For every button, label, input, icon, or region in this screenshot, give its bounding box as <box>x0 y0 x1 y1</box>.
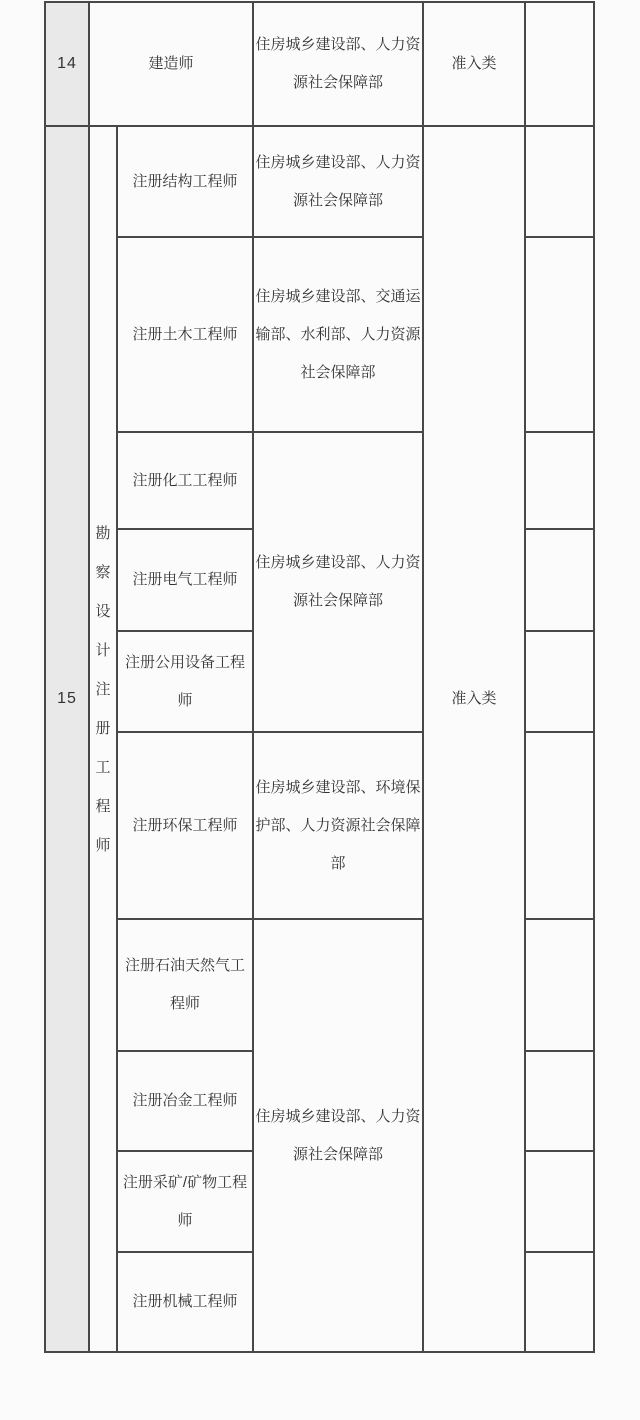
department-cell: 住房城乡建设部、人力资源社会保障部 <box>253 919 423 1352</box>
profession-cell: 注册采矿/矿物工程师 <box>117 1151 253 1252</box>
group-label-cell <box>89 126 117 1352</box>
profession-cell: 注册土木工程师 <box>117 237 253 432</box>
empty-cell <box>525 1051 594 1151</box>
table-row-15-1 <box>45 126 594 237</box>
empty-cell <box>525 1151 594 1252</box>
empty-cell <box>525 1252 594 1352</box>
profession-cell: 注册公用设备工程师 <box>117 631 253 732</box>
profession-cell: 注册环保工程师 <box>117 732 253 919</box>
profession-cell: 注册结构工程师 <box>117 126 253 237</box>
department-cell: 住房城乡建设部、人力资源社会保障部 <box>253 126 423 237</box>
table-row-14 <box>45 2 594 126</box>
profession-cell: 注册机械工程师 <box>117 1252 253 1352</box>
profession-cell: 注册冶金工程师 <box>117 1051 253 1151</box>
category-cell: 准入类 <box>423 126 525 1352</box>
profession-cell: 注册石油天然气工程师 <box>117 919 253 1051</box>
row-number-cell: 14 <box>45 2 89 126</box>
category-cell: 准入类 <box>423 2 525 126</box>
department-cell: 住房城乡建设部、人力资源社会保障部 <box>253 432 423 732</box>
row-number-cell: 15 <box>45 126 89 1352</box>
qualification-table <box>44 1 595 1353</box>
empty-cell <box>525 432 594 529</box>
empty-cell <box>525 919 594 1051</box>
empty-cell <box>525 631 594 732</box>
empty-cell <box>525 529 594 631</box>
empty-cell <box>525 2 594 126</box>
department-cell: 住房城乡建设部、交通运输部、水利部、人力资源社会保障部 <box>253 237 423 432</box>
department-cell: 住房城乡建设部、人力资源社会保障部 <box>253 2 423 126</box>
empty-cell <box>525 732 594 919</box>
department-cell: 住房城乡建设部、环境保护部、人力资源社会保障部 <box>253 732 423 919</box>
empty-cell <box>525 126 594 237</box>
group-label: 勘察设计注册工程师 <box>95 524 111 854</box>
profession-cell: 注册化工工程师 <box>117 432 253 529</box>
empty-cell <box>525 237 594 432</box>
profession-cell: 注册电气工程师 <box>117 529 253 631</box>
profession-cell: 建造师 <box>89 2 253 126</box>
